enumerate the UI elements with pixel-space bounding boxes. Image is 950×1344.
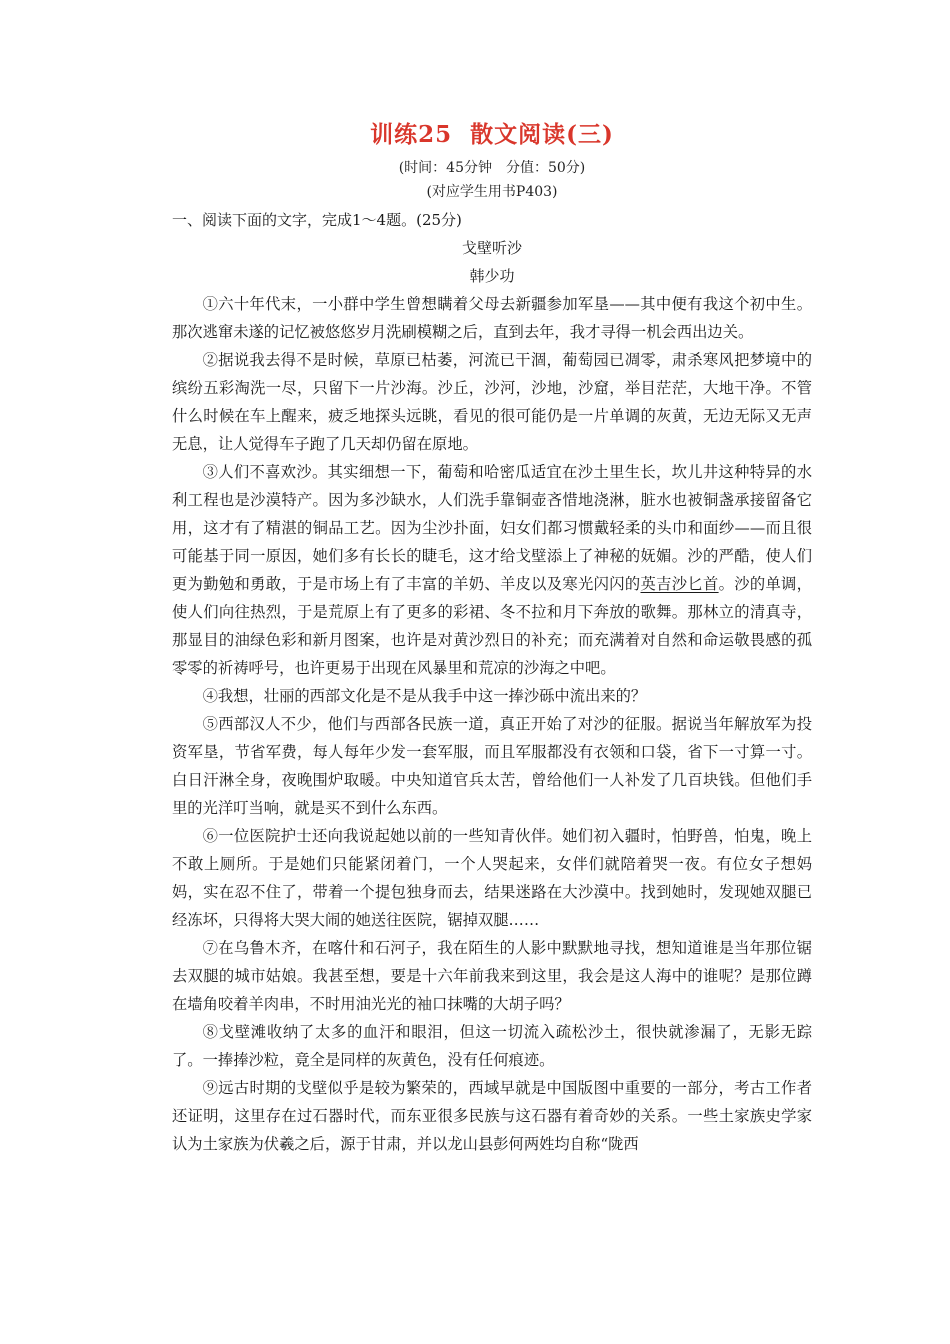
paragraph-1: ①六十年代末，一小群中学生曾想瞒着父母去新疆参加军垦——其中便有我这个初中生。那次逃窜未遂的记忆被悠悠岁月洗刷模糊之后，直到去年，我才寻得一机会西出边关。 [172, 295, 812, 341]
paragraph-6: ⑥一位医院护士还向我说起她以前的一些知青伙伴。她们初入疆时，怕野兽，怕鬼，晚上不敢上厕所。于是她们只能紧闭着门，一个人哭起来，女伴们就陪着哭一夜。有位女子想妈妈，实在忍不住了，带着一个提包独身而去，结果迷路在大沙漠中。找到她时，发现她双腿已经冻坏，只得将大哭大闹的她送往医院，锯掉双腿…… [172, 827, 812, 929]
page-title [172, 118, 812, 152]
paragraph-5: ⑤西部汉人不少，他们与西部各民族一道，真正开始了对沙的征服。据说当年解放军为投资军垦，节省军费，每人每年少发一套军服，而且军服都没有衣领和口袋，省下一寸算一寸。白日汗淋全身，夜晚围炉取暖。中央知道官兵太苦，曾给他们一人补发了几百块钱。但他们手里的光洋叮当响，就是买不到什么东西。 [172, 715, 812, 817]
paragraph-8: ⑧戈壁滩收纳了太多的血汗和眼泪，但这一切流入疏松沙土，很快就渗漏了，无影无踪了。一捧捧沙粒，竟全是同样的灰黄色，没有任何痕迹。 [172, 1023, 812, 1069]
paragraph-9: ⑨远古时期的戈壁似乎是较为繁荣的，西域早就是中国版图中重要的一部分，考古工作者还证明，这里存在过石器时代，而东亚很多民族与这石器有着奇妙的关系。一些土家族史学家认为土家族为伏羲之后，源于甘肃，并以龙山县彭何两姓均自称“陇西 [172, 1079, 812, 1153]
paragraph-3-text-before: ③人们不喜欢沙。其实细想一下，葡萄和哈密瓜适宜在沙土里生长，坎儿井这种特异的水利工程也是沙漠特产。因为多沙缺水，人们洗手靠铜壶吝惜地浇淋，脏水也被铜盏承接留备它用，这才有了精湛的铜品工艺。因为尘沙扑面，妇女们都习惯戴轻柔的头巾和面纱——而且很可能基于同一原因，她们多有长长的睫毛，这才给戈壁添上了神秘的妩媚。沙的严酷，使人们更为勤勉和勇敢，于是市场上有了丰富的羊奶、羊皮以及寒光闪闪的 [172, 463, 812, 593]
paragraph-4: ④我想，壮丽的西部文化是不是从我手中这一捧沙砾中流出来的？ [202, 687, 647, 705]
section-instruction: 一、阅读下面的文字，完成1～4题。(25分) [172, 211, 462, 229]
paragraph-3 [172, 458, 812, 682]
paragraph-2: ②据说我去得不是时候，草原已枯萎，河流已干涸，葡萄园已凋零，肃杀寒风把梦境中的缤纷五彩淘洗一尽，只留下一片沙海。沙丘，沙河，沙地，沙窟，举目茫茫，大地干净。不管什么时候在车上醒来，疲乏地探头远眺，看见的很可能仍是一片单调的灰黄，无边无际又无声无息，让人觉得车子跑了几天却仍留在原地。 [172, 351, 812, 453]
essay-title: 戈壁听沙 [461, 239, 522, 257]
book-reference: (对应学生用书P403) [426, 184, 558, 200]
paragraph-3-text-after: 。沙的单调，使人们向往热烈，于是荒原上有了更多的彩裙、冬不拉和月下奔放的歌舞。那林立的清真寺，那显目的油绿色彩和新月图案，也许是对黄沙烈日的补充；而充满着对自然和命运敬畏感的孤零零的祈祷呼号，也许更易于出现在风暴里和荒凉的沙海之中吧。 [172, 575, 812, 677]
time-score-info: (时间：45分钟 分值：50分) [398, 160, 586, 176]
document-page [172, 118, 812, 1158]
underlined-phrase: 英吉沙匕首 [640, 575, 719, 593]
paragraph-7: ⑦在乌鲁木齐，在喀什和石河子，我在陌生的人影中默默地寻找，想知道谁是当年那位锯去双腿的城市姑娘。我甚至想，要是十六年前我来到这里，我会是这人海中的谁呢？是那位蹲在墙角咬着羊肉串，不时用油光光的袖口抹嘴的大胡子吗？ [172, 939, 812, 1013]
title-topic: 散文阅读(三) [470, 121, 614, 148]
title-lesson-number: 训练25 [370, 121, 453, 148]
essay-author: 韩少功 [469, 267, 515, 285]
